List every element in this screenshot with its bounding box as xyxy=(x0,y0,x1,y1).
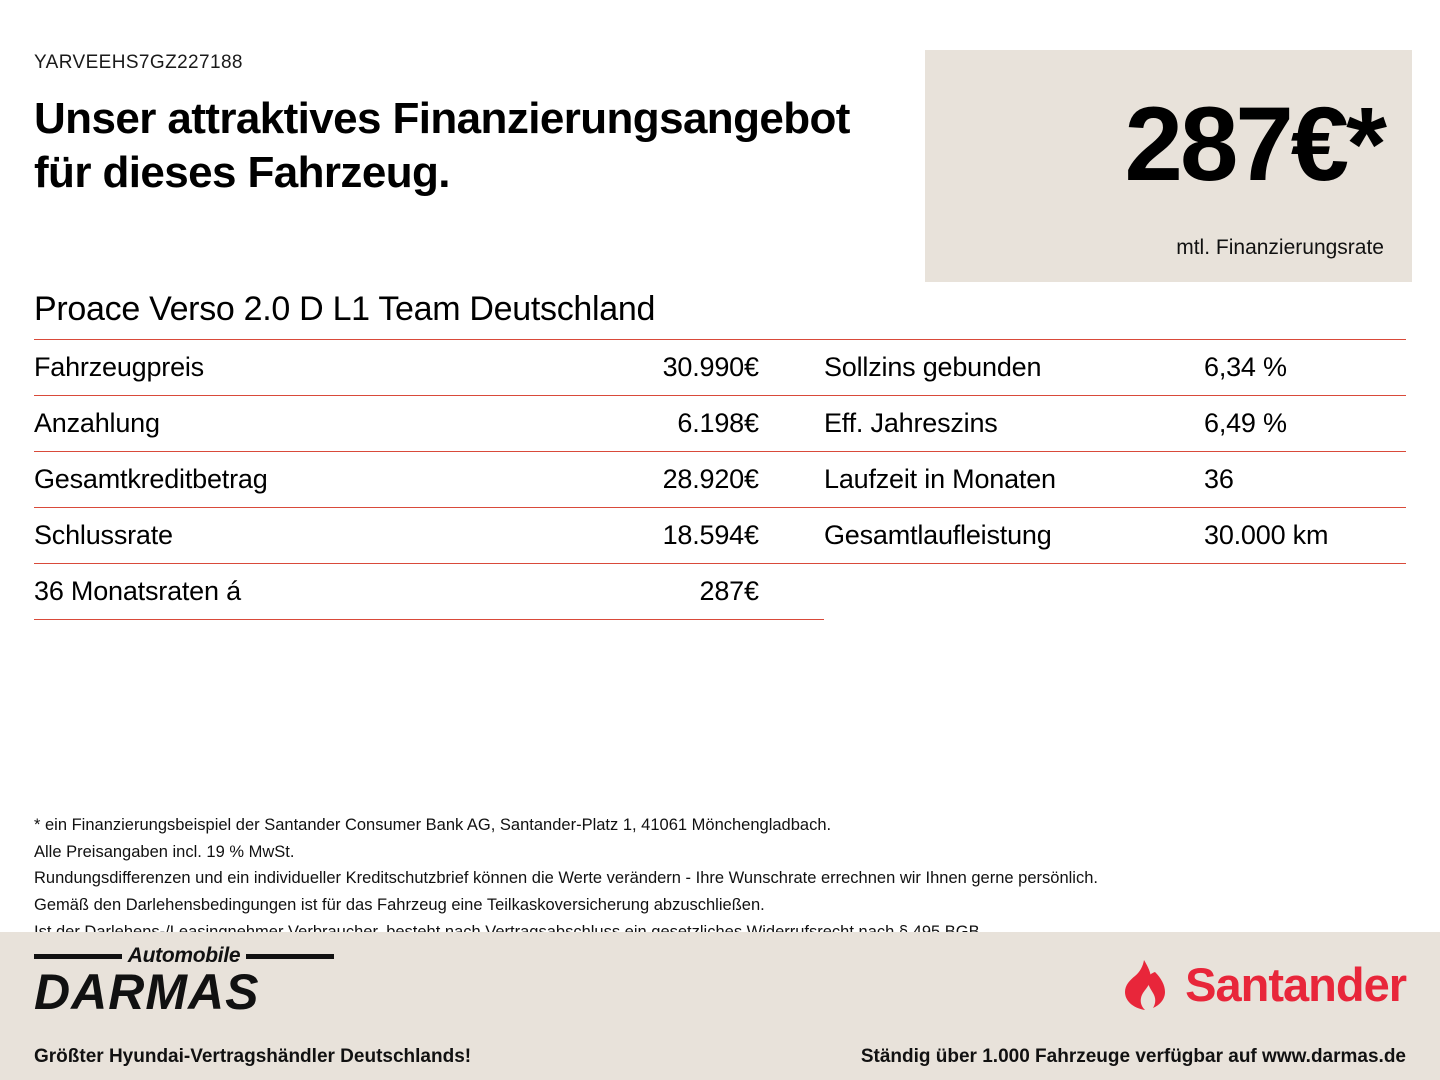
page-title xyxy=(34,92,914,199)
spec-unit: € xyxy=(744,508,824,564)
spec-label: Gesamtkreditbetrag xyxy=(34,452,364,508)
spec-label-right: Laufzeit in Monaten xyxy=(824,452,1204,508)
footnote-line: Alle Preisangaben incl. 19 % MwSt. xyxy=(34,842,295,861)
footnote-line: Gemäß den Darlehensbedingungen ist für das Fahrzeug eine Teilkaskoversicherung abzuschließen. xyxy=(34,896,765,915)
table-row xyxy=(34,396,1406,452)
spec-value: 28.920 xyxy=(364,452,744,508)
monthly-rate-panel xyxy=(925,50,1412,282)
spec-label-right: Sollzins gebunden xyxy=(824,340,1204,396)
footnote-line: * ein Finanzierungsbeispiel der Santander Consumer Bank AG, Santander-Platz 1, 41061 Mönchengladbach. xyxy=(34,816,832,834)
spec-value: 18.594 xyxy=(364,508,744,564)
monthly-rate-value: 287€* xyxy=(1124,86,1384,203)
spec-label: Anzahlung xyxy=(34,396,364,452)
table-row xyxy=(34,452,1406,508)
monthly-rate-label: mtl. Finanzierungsrate xyxy=(1176,236,1384,259)
spec-value: 287 xyxy=(364,564,744,620)
spec-value-right xyxy=(1204,564,1406,620)
inventory-tagline: Ständig über 1.000 Fahrzeuge verfügbar auf www.darmas.de xyxy=(860,1046,1406,1067)
spec-unit: € xyxy=(744,396,824,452)
spec-value-right: 30.000 km xyxy=(1204,508,1406,564)
footnotes xyxy=(34,812,1406,946)
spec-unit: € xyxy=(744,452,824,508)
table-row xyxy=(34,508,1406,564)
spec-unit: € xyxy=(744,340,824,396)
spec-value: 30.990 xyxy=(364,340,744,396)
logo-bar-icon xyxy=(246,954,334,959)
spec-label: Schlussrate xyxy=(34,508,364,564)
dealer-tagline: Größter Hyundai-Vertragshändler Deutschlands! xyxy=(34,1046,472,1067)
bank-name: Santander xyxy=(1185,958,1406,1011)
vehicle-model-title: Proace Verso 2.0 D L1 Team Deutschland xyxy=(34,290,1406,340)
spec-value-right: 6,34 % xyxy=(1204,340,1406,396)
footer xyxy=(0,932,1440,1080)
table-row xyxy=(34,564,1406,620)
header xyxy=(0,0,1440,290)
table-row xyxy=(34,340,1406,396)
santander-flame-icon xyxy=(1117,958,1171,1012)
bank-logo xyxy=(1117,958,1406,1012)
dealer-logo xyxy=(34,944,334,1018)
dealer-logo-name: DARMAS xyxy=(34,964,260,1020)
spec-value-right: 36 xyxy=(1204,452,1406,508)
page-title-line-1: Unser attraktives Finanzierungsangebot xyxy=(34,94,850,143)
spec-label: Fahrzeugpreis xyxy=(34,340,364,396)
spec-value-right: 6,49 % xyxy=(1204,396,1406,452)
footnote-line: Rundungsdifferenzen und ein individueller Kreditschutzbrief können die Werte verändern - Ihre Wunschrate errechnen wir Ihnen gerne persönlich. xyxy=(34,869,1098,888)
spec-label: 36 Monatsraten á xyxy=(34,564,364,620)
spec-label-right xyxy=(824,564,1204,620)
spec-value: 6.198 xyxy=(364,396,744,452)
spec-unit: € xyxy=(744,564,824,620)
spec-label-right: Gesamtlaufleistung xyxy=(824,508,1204,564)
vehicle-identification-number: YARVEEHS7GZ227188 xyxy=(34,52,243,73)
dealer-logo-top-text: Automobile xyxy=(127,944,241,967)
logo-bar-icon xyxy=(34,954,122,959)
specs-table xyxy=(34,340,1406,620)
page-title-line-2: für dieses Fahrzeug. xyxy=(34,147,450,197)
offer-details xyxy=(0,290,1440,620)
spec-label-right: Eff. Jahreszins xyxy=(824,396,1204,452)
